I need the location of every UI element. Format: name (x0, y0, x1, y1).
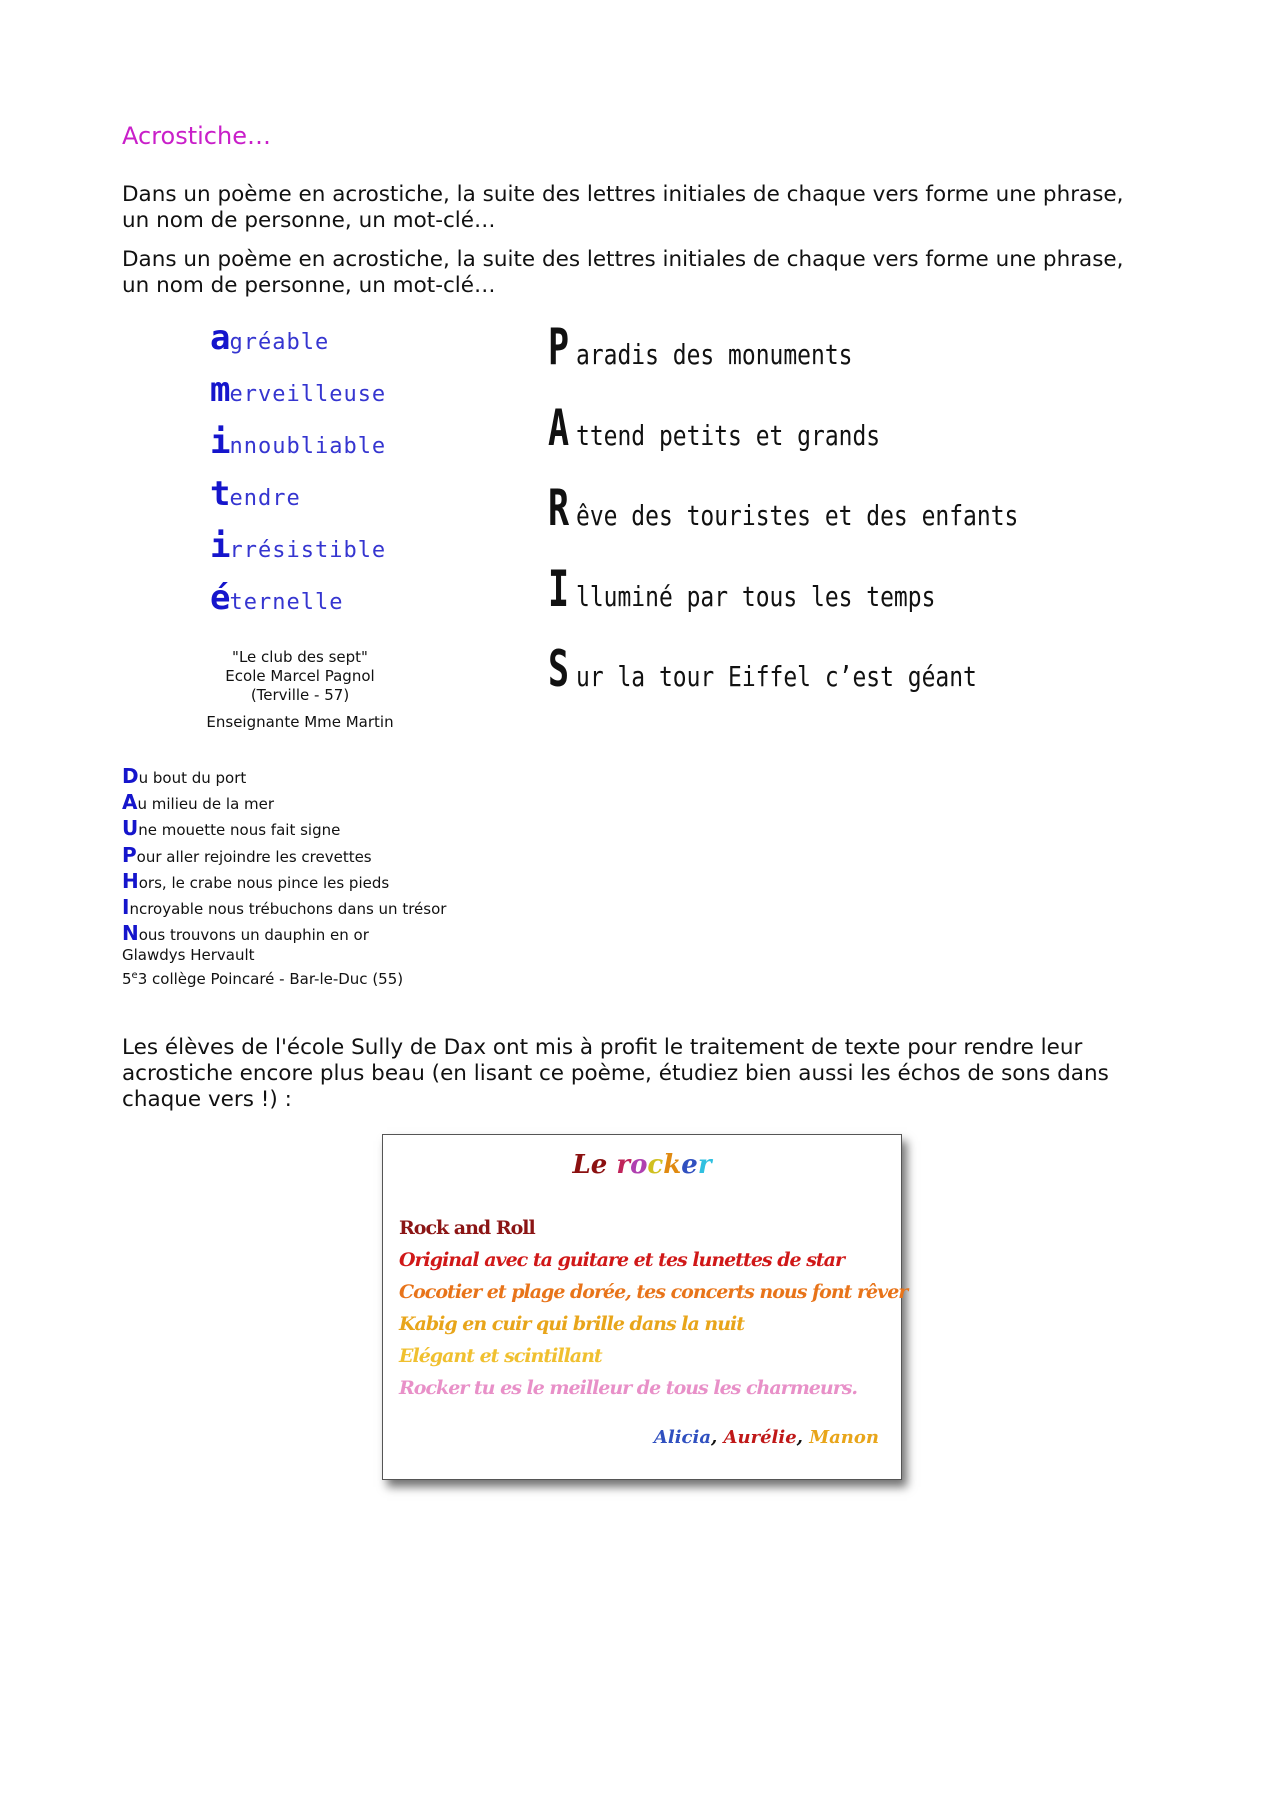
author-name: Alicia (653, 1427, 711, 1448)
amitie-acrostic (210, 318, 386, 630)
title-segment: k (663, 1150, 682, 1180)
acrostic-text: nnoubliable (229, 434, 387, 459)
acrostic-initial: N (122, 921, 139, 946)
acrostic-initial: I (122, 894, 130, 919)
title-segment: r (616, 1150, 631, 1180)
acrostic-text: ncroyable nous trébuchons dans un trésor (129, 899, 447, 918)
class-superscript: e (131, 970, 138, 981)
intro-paragraph: Dans un poème en acrostiche, la suite des lettres initiales de chaque vers forme une phrase, un nom de personne, un mot-clé… (122, 182, 1124, 233)
rocker-title (383, 1150, 901, 1180)
title-segment: r (697, 1150, 712, 1180)
acrostic-text: êve des touristes et des enfants (576, 499, 1019, 532)
class-school: 3 collège Poincaré - Bar-le-Duc (55) (137, 970, 404, 988)
acrostic-line (210, 474, 386, 526)
rocker-poem-image (382, 1134, 908, 1480)
acrostic-initial: P (122, 842, 137, 867)
rocker-authors (654, 1427, 879, 1448)
title-segment: e (681, 1150, 698, 1180)
acrostic-line (210, 526, 386, 578)
dauphin-acrostic (122, 764, 446, 947)
acrostic-line (122, 895, 446, 921)
acrostic-initial: I (548, 559, 570, 618)
acrostic-text: u milieu de la mer (137, 795, 275, 814)
acrostic-text: lluminé par tous les temps (576, 579, 936, 613)
intro-paragraph: Dans un poème en acrostiche, la suite des lettres initiales de chaque vers forme une phrase, un nom de personne, un mot-clé… (122, 247, 1124, 298)
acrostic-initial: P (548, 318, 570, 376)
acrostic-text: ur la tour Eiffel c’est géant (576, 660, 977, 693)
acrostic-line (210, 422, 386, 474)
acrostic-line (548, 640, 1115, 721)
poem-line: Original avec ta guitare et tes lunettes de star (399, 1249, 845, 1271)
dax-paragraph: Les élèves de l'école Sully de Dax ont mis à profit le traitement de texte pour rendre leur acrostiche encore plus beau (en lisant ce poème, étudiez bien aussi les échos de sons dans chaque vers !) : (122, 1035, 1109, 1112)
poem-line: Cocotier et plage dorée, tes concerts nous font rêver (399, 1281, 908, 1303)
acrostic-line (210, 318, 386, 370)
acrostic-line (548, 399, 1115, 480)
acrostic-initial: m (210, 370, 230, 410)
acrostic-initial: i (210, 526, 230, 566)
acrostic-initial: A (548, 398, 570, 457)
paris-acrostic (548, 318, 1115, 721)
acrostic-text: ttend petits et grands (576, 418, 881, 452)
acrostic-text: erveilleuse (229, 382, 387, 407)
acrostic-text: ternelle (229, 590, 344, 615)
acrostic-line (548, 318, 1115, 399)
acrostic-line (122, 764, 446, 790)
acrostic-line (122, 921, 446, 947)
acrostic-initial: é (210, 578, 230, 618)
acrostic-initial: a (210, 318, 230, 358)
poem-line: Elégant et scintillant (399, 1345, 602, 1367)
author-name: Aurélie (723, 1427, 797, 1448)
poem-line: Rocker tu es le meilleur de tous les charmeurs. (399, 1377, 858, 1399)
acrostic-initial: A (122, 790, 138, 815)
acrostic-line (210, 578, 386, 630)
dauphin-class (122, 966, 403, 989)
acrostic-initial: H (122, 868, 139, 893)
poem-line: Kabig en cuir qui brille dans la nuit (399, 1313, 745, 1335)
author-separator: , (711, 1427, 724, 1448)
acrostic-initial: R (548, 479, 570, 537)
acrostic-line (548, 560, 1115, 641)
acrostic-line (210, 370, 386, 422)
acrostic-line (122, 869, 446, 895)
acrostic-initial: i (210, 422, 230, 462)
class-number: 5 (122, 970, 132, 988)
acrostic-text: rrésistible (229, 538, 387, 563)
acrostic-line (122, 816, 446, 842)
acrostic-text: u bout du port (138, 769, 247, 787)
school-name: Ecole Marcel Pagnol (225, 667, 375, 685)
teacher-name: Enseignante Mme Martin (206, 713, 394, 731)
acrostic-initial: S (548, 640, 570, 698)
acrostic-text: ors, le crabe nous pince les pieds (138, 873, 390, 892)
acrostic-initial: D (122, 764, 139, 788)
club-name: "Le club des sept" (232, 648, 368, 666)
school-town: (Terville - 57) (250, 686, 350, 704)
acrostic-text: aradis des monuments (576, 338, 853, 371)
author-separator: , (796, 1427, 810, 1448)
title-segment: c (647, 1150, 664, 1180)
page-title: Acrostiche… (122, 122, 271, 150)
rocker-lines (399, 1217, 907, 1409)
amitie-credit (190, 648, 410, 732)
acrostic-text: ne mouette nous fait signe (138, 821, 341, 840)
acrostic-text: gréable (229, 330, 330, 355)
title-segment: o (630, 1150, 648, 1180)
acrostic-text: our aller rejoindre les crevettes (136, 847, 372, 866)
acrostic-line (122, 843, 446, 869)
poem-line: Rock and Roll (399, 1217, 535, 1239)
acrostic-initial: U (122, 816, 139, 841)
acrostic-text: endre (229, 486, 301, 511)
acrostic-text: ous trouvons un dauphin en or (138, 926, 369, 945)
title-segment: Le (572, 1150, 617, 1180)
acrostic-line (548, 479, 1115, 560)
acrostic-line (122, 790, 446, 816)
acrostic-initial: t (210, 474, 230, 514)
author-name: Manon (809, 1427, 879, 1448)
dauphin-author: Glawdys Hervault (122, 946, 255, 964)
